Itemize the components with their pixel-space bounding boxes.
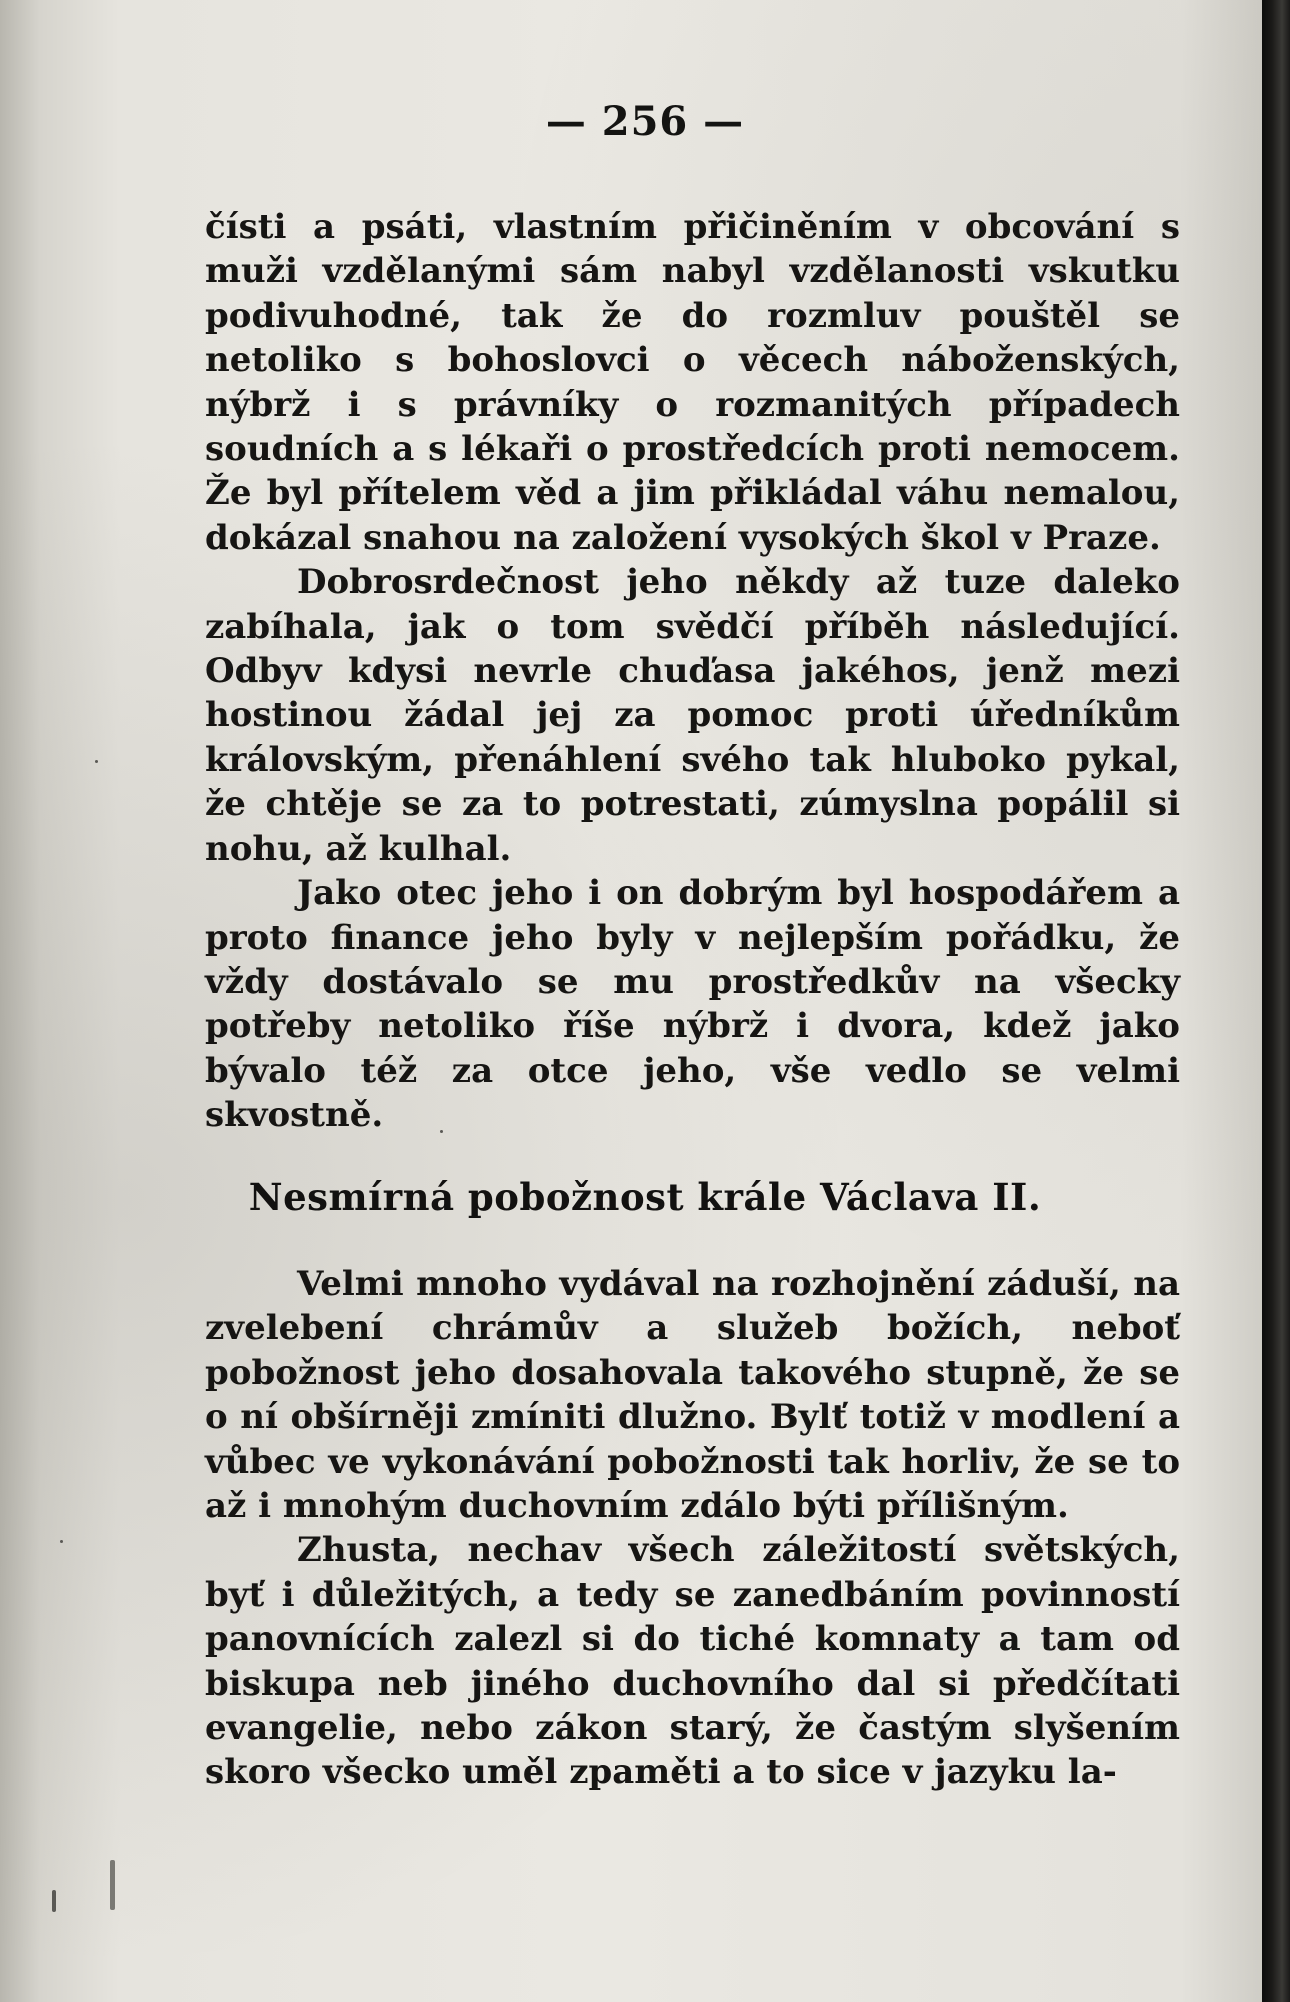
paper-speck: [52, 1890, 56, 1912]
paragraph: Zhusta, nechav všech záležitostí světských, byť i důležitých, a tedy se zanedbáním povinností panovnících zalezl si do tiché komnaty a tam od biskupa neb jiného duchovního dal si předčítati evangelie, nebo zákon starý, že častým slyšením skoro všecko uměl zpaměti a to sice v jazyku la-: [205, 1530, 1180, 1793]
paper-speck: [110, 1860, 115, 1910]
section-heading: Nesmírná pobožnost krále Václava II.: [248, 1175, 1042, 1219]
paper-speck: [440, 1130, 443, 1133]
paper-speck: [60, 1540, 63, 1543]
paragraph: čísti a psáti, vlastním přičiněním v obcování s muži vzdělanými sám nabyl vzdělanosti vskutku podivuhodné, tak že do rozmluv pouštěl se netoliko s bohoslovci o věcech náboženských, nýbrž i s právníky o rozmanitých případech soudních a s lékaři o prostředcích proti nemocem. Že byl přítelem věd a jim přikládal váhu nemalou, dokázal snahou na založení vysokých škol v Praze.: [205, 207, 1180, 558]
page-number: — 256 —: [545, 98, 745, 145]
paragraph: Dobrosrdečnost jeho někdy až tuze daleko zabíhala, jak o tom svědčí příběh následující. Odbyv kdysi nevrle chuďasa jakéhos, jenž mezi hostinou žádal jej za pomoc proti úředníkům královským, přenáhlení svého tak hluboko pykal, že chtěje se za to potrestati, zúmyslna popálil si nohu, až kulhal.: [205, 562, 1180, 869]
book-binding-edge: [1262, 0, 1290, 2002]
paragraph: Velmi mnoho vydával na rozhojnění záduší, na zvelebení chrámův a služeb božích, neboť pobožnost jeho dosahovala takového stupně, že se o ní obšírněji zmíniti dlužno. Bylť totiž v modlení a vůbec ve vykonávání pobožnosti tak horliv, že se to až i mnohým duchovním zdálo býti přílišným.: [205, 1264, 1180, 1527]
paragraph: Jako otec jeho i on dobrým byl hospodářem a proto finance jeho byly v nejlepším pořádku, že vždy dostávalo se mu prostředkův na všecky potřeby netoliko říše nýbrž i dvora, kdež jako bývalo též za otce jeho, vše vedlo se velmi skvostně.: [205, 873, 1180, 1136]
section-2-body: [205, 1262, 1180, 1795]
section-1-body: [205, 205, 1180, 1138]
paper-speck: [95, 760, 98, 763]
